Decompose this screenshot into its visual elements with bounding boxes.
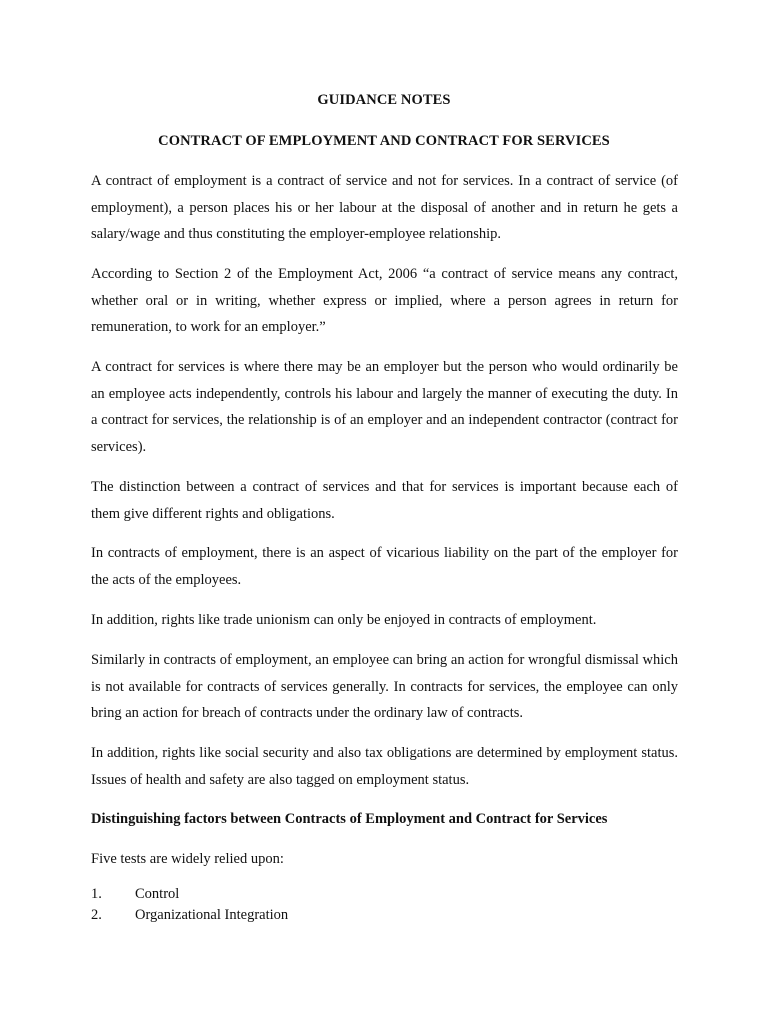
list-intro: Five tests are widely relied upon: xyxy=(91,851,284,867)
section-heading: Distinguishing factors between Contracts of Employment and Contract for Services xyxy=(91,811,608,827)
list-item xyxy=(91,905,288,926)
paragraph-3: A contract for services is where there may be an employer but the person who would ordinarily be an employee acts independently, controls his labour and largely the manner of executing the duty. In a contract for services, the relationship is of an employer and an independent contractor (contract for services). xyxy=(91,359,678,456)
paragraph-6: In addition, rights like trade unionism can only be enjoyed in contracts of employment. xyxy=(91,612,597,628)
list-item-text: Organizational Integration xyxy=(135,907,289,923)
list-item-text: Control xyxy=(135,886,180,902)
paragraph-8: In addition, rights like social security and also tax obligations are determined by employment status. Issues of health and safety are also tagged on employment status. xyxy=(91,745,678,788)
list-item-number: 2. xyxy=(91,907,102,923)
paragraph-1: A contract of employment is a contract of service and not for services. In a contract of service (of employment), a person places his or her labour at the disposal of another and in return he gets a salary/wage and thus constituting the employer-employee relationship. xyxy=(91,173,678,243)
paragraph-5: In contracts of employment, there is an aspect of vicarious liability on the part of the employer for the acts of the employees. xyxy=(91,545,678,588)
list-item xyxy=(91,884,288,905)
paragraph-4: The distinction between a contract of services and that for services is important because each of them give different rights and obligations. xyxy=(91,479,678,522)
document-subtitle: CONTRACT OF EMPLOYMENT AND CONTRACT FOR SERVICES xyxy=(158,133,610,149)
paragraph-7: Similarly in contracts of employment, an employee can bring an action for wrongful dismissal which is not available for contracts of services generally. In contracts for services, the employee can only bring an action for breach of contracts under the ordinary law of contracts. xyxy=(91,652,678,722)
list-item-number: 1. xyxy=(91,886,102,902)
document-title: GUIDANCE NOTES xyxy=(317,92,451,108)
tests-list xyxy=(91,884,288,926)
paragraph-2: According to Section 2 of the Employment Act, 2006 “a contract of service means any contract, whether oral or in writing, whether express or implied, where a person agrees in return for remuneration, to work for an employer.” xyxy=(91,266,678,336)
